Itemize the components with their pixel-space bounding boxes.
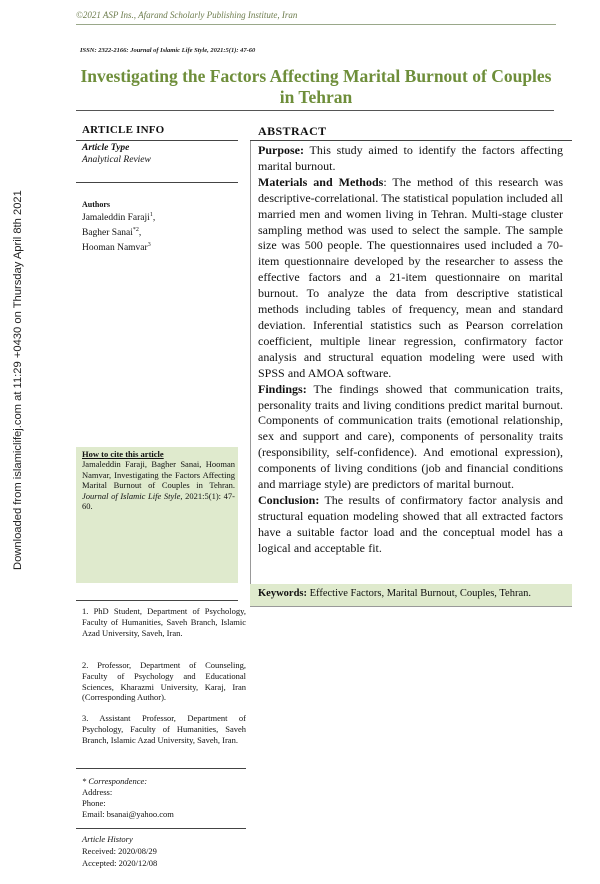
correspondence-divider xyxy=(76,768,246,769)
abstract-methods: Materials and Methods: The method of this research was descriptive-correlational. The statistical population included all married men and women living in Tehran. Multi-stage cluster sampling method was used to select the sample. The sample size was 500 people. The questionnaires used included a 70-item questionnaire developed by the researcher to assess the effective factors and a 21-item questionnaire on marital burnout. To analyze the data from descriptive statistical methods including tables of frequency, mean and standard deviation. Inferential statistics such as Pearson correlation coefficient, multiple linear regression, confirmatory factor analysis and structural equation modeling were used with SPSS and AMOA software. xyxy=(258,174,563,380)
keywords-box xyxy=(250,584,572,607)
article-type-label: Article Type xyxy=(82,143,130,153)
journal-copyright-header: ©2021 ASP Ins., Afarand Scholarly Publishing Institute, Iran xyxy=(76,6,556,25)
abstract-divider xyxy=(250,140,572,141)
article-title: Investigating the Factors Affecting Marital Burnout of Couples in Tehran xyxy=(80,66,552,107)
article-info-heading: ARTICLE INFO xyxy=(82,124,165,136)
keywords: Keywords: Effective Factors, Marital Burnout, Couples, Tehran. xyxy=(258,588,531,599)
history-divider xyxy=(76,828,246,829)
received-date: Received: 2020/08/29 xyxy=(82,846,157,856)
author-item: Hooman Namvar$^3$ xyxy=(82,242,151,254)
affiliation-3: 3. Assistant Professor, Department of Psychology, Faculty of Humanities, Saveh Branch, Islamic Azad University, Saveh, Iran. xyxy=(82,713,246,745)
correspondence-label: * Correspondence: xyxy=(82,776,148,786)
abstract-purpose: Purpose: This study aimed to identify the factors affecting marital burnout. xyxy=(258,143,563,173)
citation-journal: Journal of Islamic Life Style xyxy=(82,490,181,501)
abstract-findings: Findings: The findings showed that communication traits, personality traits and living conditions predict marital burnout. Components of communication traits (emotional relationship, sex and support and care), components of personality traits (responsibility, self-confidence). And emotional expression), components of living conditions (job and financial conditions and marriage style) are predictors of marital burnout. xyxy=(258,381,563,492)
correspondence-address: Address: xyxy=(82,787,113,797)
abstract-conclusion: Conclusion: The results of confirmatory factor analysis and structural equation modeling showed that all extracted factors have a suitable factor load and the conceptual model has a logical and acceptable fit. xyxy=(258,492,563,555)
author-item: Jamaleddin Faraji$^1$, xyxy=(82,212,156,224)
correspondence-email: Email: bsanai@yahoo.com xyxy=(82,809,174,819)
affiliation-2: 2. Professor, Department of Counseling, Faculty of Psychology and Educational Sciences, Kharazmi University, Karaj, Iran (Corresponding Author). xyxy=(82,660,246,703)
abstract-left-border xyxy=(250,141,251,584)
how-to-cite-box xyxy=(76,447,238,583)
title-divider xyxy=(76,110,554,111)
article-history-label: Article History xyxy=(82,834,133,844)
correspondence-phone: Phone: xyxy=(82,798,106,808)
citation-text: Jamaleddin Faraji, Bagher Sanai, Hooman Namvar, Investigating the Factors Affecting Marital Burnout of Couples in Tehran. Journal of Islamic Life Style, 2021:5(1): 47-60. xyxy=(82,459,235,512)
affiliation-1: 1. PhD Student, Department of Psychology, Faculty of Humanities, Saveh Branch, Islamic Azad University, Saveh, Iran. xyxy=(82,606,246,638)
how-to-cite-heading: How to cite this article xyxy=(82,449,164,459)
accepted-date: Accepted: 2020/12/08 xyxy=(82,858,158,868)
affiliations-divider xyxy=(76,600,238,601)
author-item: Bagher Sanai$^{*2}$, xyxy=(82,227,142,239)
abstract-body xyxy=(258,143,563,557)
issn-line: ISSN: 2322-2166: Journal of Islamic Life Style, 2021:5(1): 47-60 xyxy=(80,47,256,54)
authors-label: Authors xyxy=(82,200,111,209)
abstract-heading: ABSTRACT xyxy=(258,124,327,138)
authors-list xyxy=(82,209,155,254)
article-info-divider xyxy=(76,140,238,141)
article-type-value: Analytical Review xyxy=(82,155,151,165)
article-type-divider xyxy=(76,182,238,183)
download-watermark: Downloaded from islamiclifej.com at 11:29 +0430 on Thursday April 8th 2021 xyxy=(12,190,24,570)
